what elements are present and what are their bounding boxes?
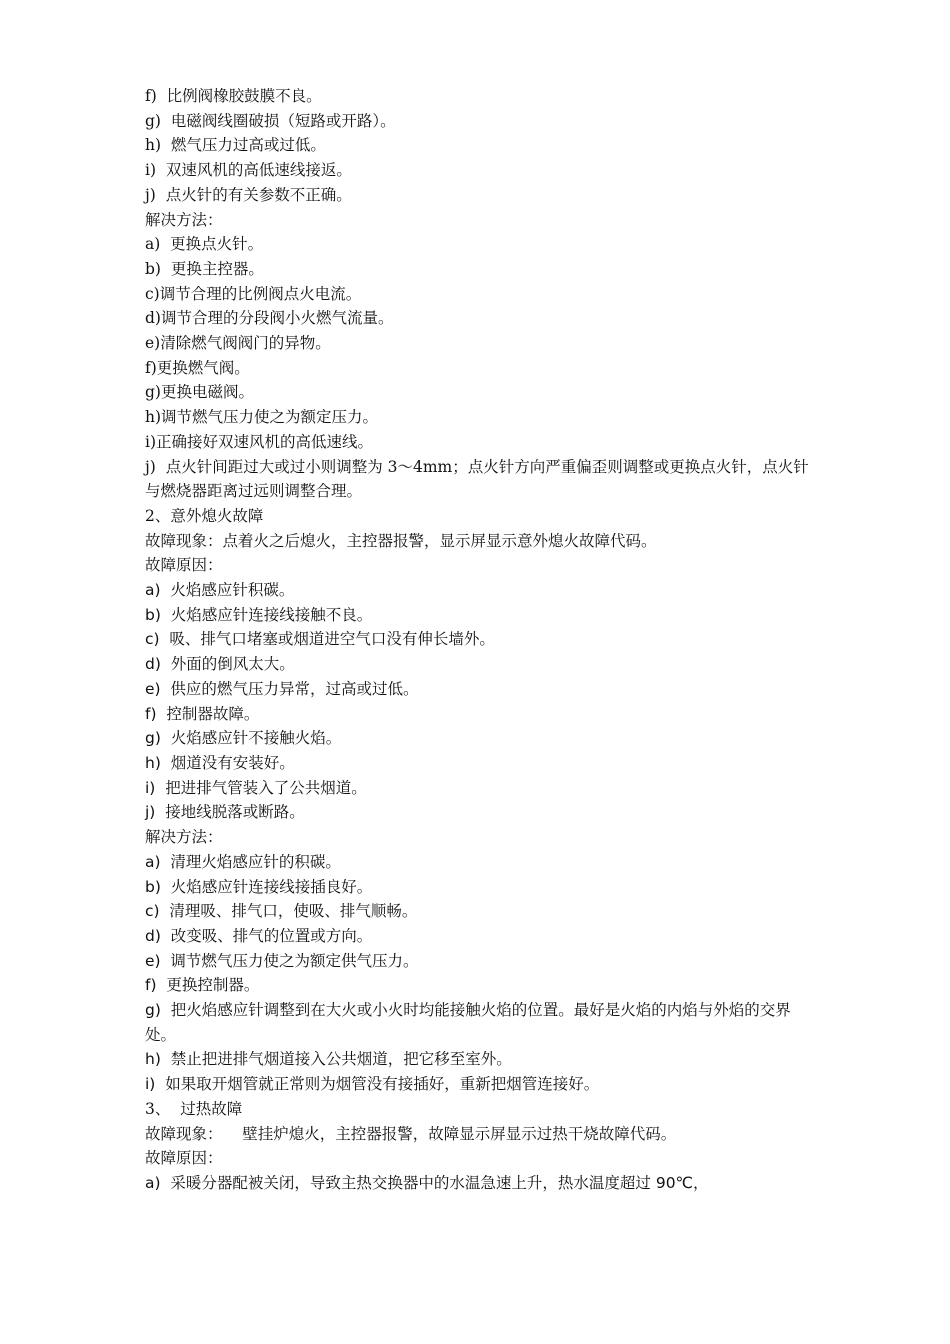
text-line: j) 点火针的有关参数不正确。: [145, 185, 352, 204]
text-line: h) 燃气压力过高或过低。: [145, 136, 326, 155]
text-line: b) 火焰感应针连接线接触不良。: [145, 605, 373, 624]
text-line: j) 接地线脱落或断路。: [145, 803, 305, 822]
solution-heading: 解决方法：: [145, 828, 223, 847]
text-line: g)更换电磁阀。: [145, 383, 254, 402]
document-page: [145, 84, 810, 1196]
text-line: h) 烟道没有安装好。: [145, 753, 295, 772]
text-line: d)调节合理的分段阀小火燃气流量。: [145, 309, 394, 328]
text-line: i)正确接好双速风机的高低速线。: [145, 432, 374, 451]
text-line: g) 火焰感应针不接触火焰。: [145, 729, 342, 748]
text-line: c) 吸、排气口堵塞或烟道进空气口没有伸长墙外。: [145, 630, 495, 649]
fault-symptom: 故障现象：点着火之后熄火，主控器报警，显示屏显示意外熄火故障代码。: [145, 531, 657, 550]
text-line: c)调节合理的比例阀点火电流。: [145, 284, 362, 303]
text-line: f)更换燃气阀。: [145, 358, 250, 377]
text-line: f) 比例阀橡胶鼓膜不良。: [145, 87, 322, 105]
text-line: e) 供应的燃气压力异常，过高或过低。: [145, 679, 419, 698]
text-line: a) 清理火焰感应针的积碳。: [145, 852, 341, 871]
text-line: i) 如果取开烟管就正常则为烟管没有接插好，重新把烟管连接好。: [145, 1075, 600, 1094]
text-line: d) 改变吸、排气的位置或方向。: [145, 926, 373, 945]
text-line: h)调节燃气压力使之为额定压力。: [145, 408, 379, 427]
text-line: i) 双速风机的高低速线接返。: [145, 161, 352, 180]
text-line: b) 火焰感应针连接线接插良好。: [145, 877, 373, 896]
text-line: h) 禁止把进排气烟道接入公共烟道，把它移至室外。: [145, 1050, 512, 1069]
solution-heading: 解决方法：: [145, 210, 223, 229]
text-line: j) 点火针间距过大或过小则调整为 3～4mm；点火针方向严重偏歪则调整或更换点火针，点火针与燃烧器距离过远则调整合理。: [145, 457, 809, 501]
text-line: a) 采暖分器配被关闭，导致主热交换器中的水温急速上升，热水温度超过 90℃，: [145, 1173, 709, 1192]
text-line: i) 把进排气管装入了公共烟道。: [145, 778, 367, 797]
text-line: c) 清理吸、排气口，使吸、排气顺畅。: [145, 902, 418, 921]
cause-heading: 故障原因：: [145, 1149, 223, 1168]
text-line: d) 外面的倒风太大。: [145, 655, 295, 674]
fault-symptom: 故障现象： 壁挂炉熄火，主控器报警，故障显示屏显示过热干烧故障代码。: [145, 1124, 677, 1143]
section-heading-3: 3、 过热故障: [145, 1099, 243, 1118]
text-line: e)清除燃气阀阀门的异物。: [145, 334, 331, 353]
text-line: g) 把火焰感应针调整到在大火或小火时均能接触火焰的位置。最好是火焰的内焰与外焰的交界处。: [145, 1001, 791, 1044]
text-line: f) 控制器故障。: [145, 704, 260, 723]
text-line: f) 更换控制器。: [145, 976, 260, 995]
text-line: g) 电磁阀线圈破损（短路或开路）。: [145, 111, 396, 130]
section-heading-2: 2、意外熄火故障: [145, 506, 264, 525]
text-line: a) 更换点火针。: [145, 235, 264, 254]
text-line: b) 更换主控器。: [145, 259, 264, 278]
text-line: a) 火焰感应针积碳。: [145, 581, 295, 600]
text-line: e) 调节燃气压力使之为额定供气压力。: [145, 951, 419, 970]
cause-heading: 故障原因：: [145, 556, 223, 575]
